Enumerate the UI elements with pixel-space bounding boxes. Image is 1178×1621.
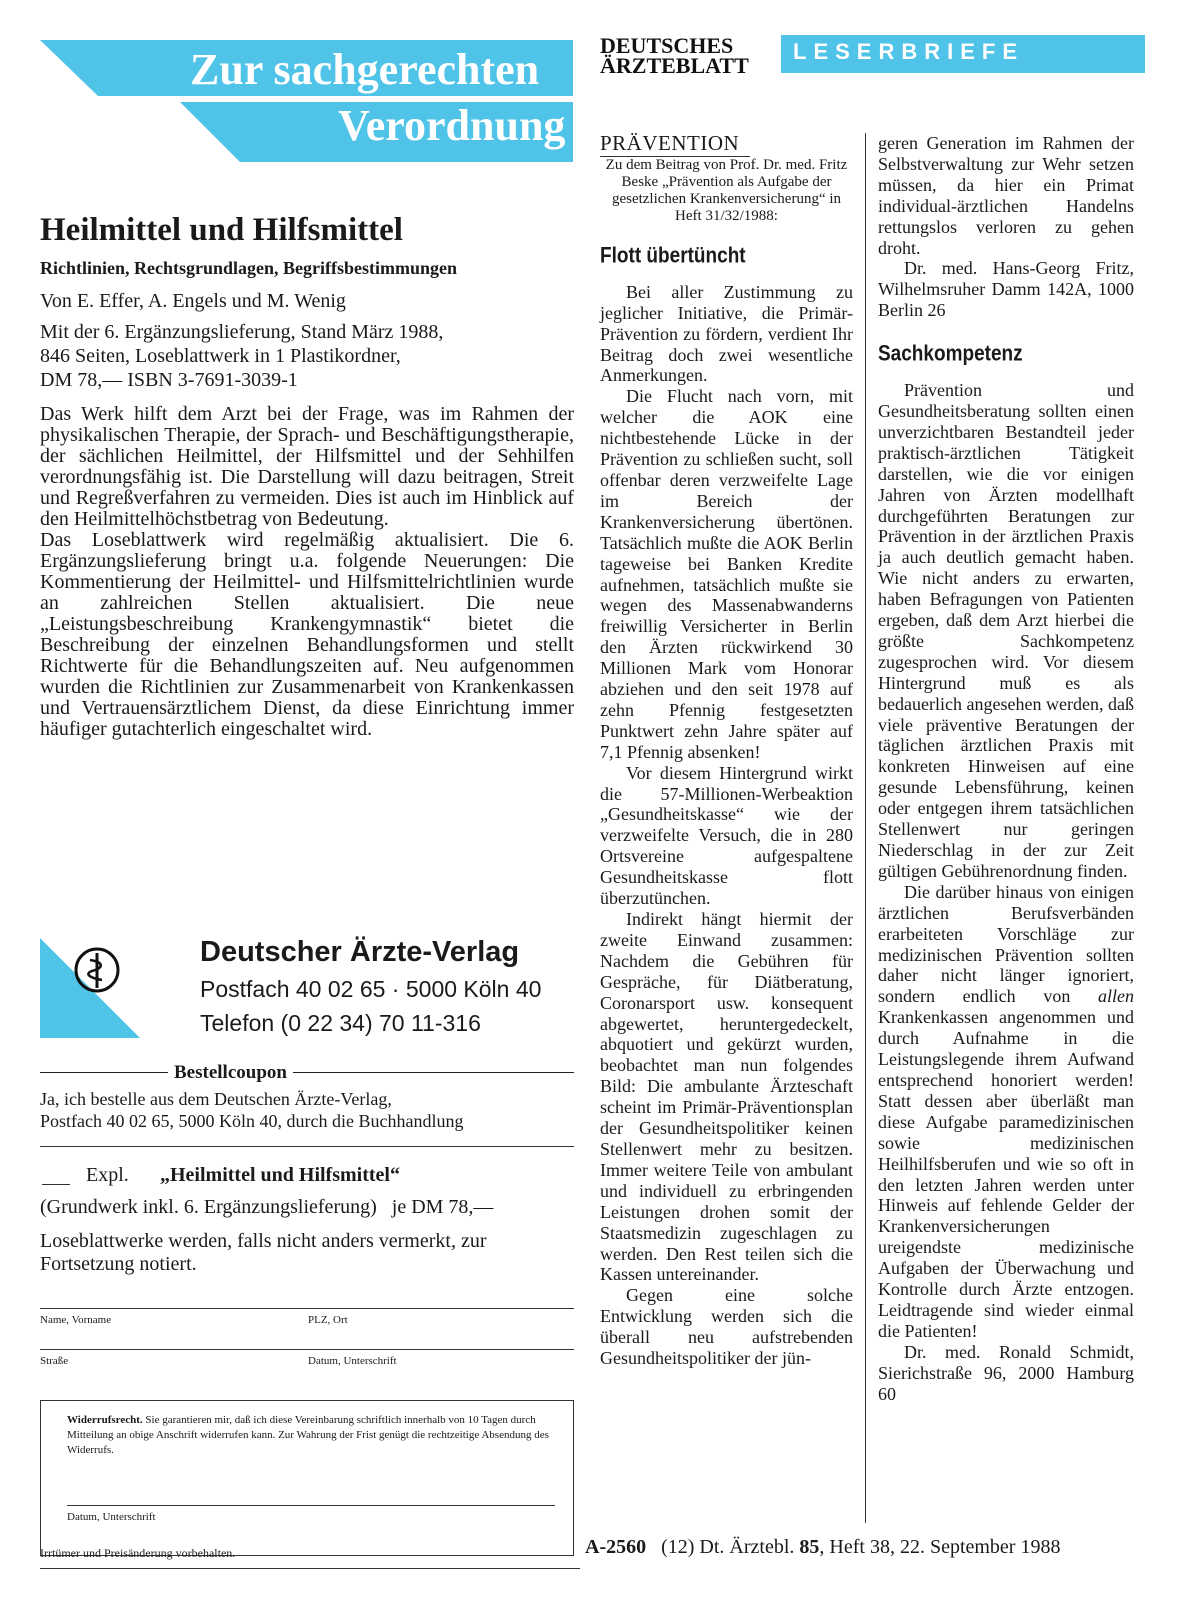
volume-number: 85 — [799, 1536, 820, 1558]
coupon-loose-note-line: Loseblattwerke werden, falls nicht anders vermerkt, zur — [40, 1230, 487, 1252]
book-authors: Von E. Effer, A. Engels und M. Wenig — [40, 290, 346, 312]
withdrawal-box — [40, 1400, 574, 1556]
aesculapius-staff-icon — [40, 938, 140, 1038]
masthead-line-1: DEUTSCHES — [600, 33, 734, 58]
withdrawal-signature-label: Datum, Unterschrift — [67, 1511, 156, 1523]
letter-2-signature: Dr. med. Ronald Schmidt, Sierichstraße 96, 2000 Hamburg 60 — [878, 1341, 1134, 1404]
coupon-quantity-row — [40, 1164, 574, 1190]
letter-1-signature: Dr. med. Hans-Georg Fritz, Wilhelmsruher Damm 142A, 1000 Berlin 26 — [878, 258, 1134, 321]
book-subtitle: Richtlinien, Rechtsgrundlagen, Begriffsbestimmungen — [40, 258, 458, 278]
expl-label: Expl. — [86, 1164, 129, 1186]
book-description-paragraph: Das Loseblattwerk wird regelmäßig aktualisiert. Die 6. Ergänzungslieferung bringt u.a. folgende Neuerungen: Die Kommentierung der Heilmittel- und Hilfsmittelrichtlinien wurde an zahlreichen Stellen aktualisiert. Die neue „Leistungsbeschreibung Krankengymnastik“ bietet die Beschreibung der einzelnen Behandlungsformen und stellt Richtwerte für die Behandlungszeiten auf. Neu aufgenommen wurden die Richtlinien zur Zusammenarbeit von Krankenkassen und Vertrauensärztlichem Dienst, da diese Einrichtung immer häufiger gutachterlich eingeschaltet wird. — [40, 529, 574, 740]
letter-2-text: Krankenkassen angenommen und durch Aufnahme in die Leistungslegende ihrem Aufwand entsprechend honoriert werden! Statt dessen aber überläßt man diese Aufgabe paramedizinischen sowie medizinischen Heilhilfsberufen und wie so oft in den letzten Jahren werden unter Hinweis auf fehlende Gelder der Krankenversicherungen ureigendste medizinische Aufgaben der Überwachung und Kontrolle durch Ärzte entzogen. Leidtragende sind wieder einmal die Patienten! — [878, 1007, 1134, 1341]
letters-intro: Zu dem Beitrag von Prof. Dr. med. Fritz Beske „Prävention als Aufgabe der gesetzlichen Krankenversicherung“ in Heft 31/32/1988: — [605, 156, 848, 224]
column-divider — [865, 133, 866, 1523]
letter-2-emphasis: allen — [1098, 986, 1134, 1007]
book-description-paragraph: Das Werk hilft dem Arzt bei der Frage, was im Rahmen der physikalischen Therapie, der Sprach- und Beschäftigungstherapie, der sächlichen Heilmittel, der Hilfsmittel und der Sehhilfen verordnungsfähig ist. Die Darstellung will dazu beitragen, Streit und Regreßverfahren zu vermeiden. Dies ist auch im Hinblick auf den Heilmittelhöchstbetrag von Bedeutung. — [40, 403, 574, 530]
book-description — [40, 404, 574, 740]
publisher-address: Postfach 40 02 65 · 5000 Köln 40 — [200, 976, 542, 1002]
withdrawal-bold: Widerrufsrecht. — [67, 1414, 143, 1426]
letter-1-paragraph: Indirekt hängt hiermit der zweite Einwand zusammen: Nachdem die Gebühren für Gespräche, für Diätberatung, Coronarsport usw. konsequent abgewertet, heruntergedeckelt, abquotiert und gekürzt wurden, beobachtet man nun folgendes Bild: Die ambulante Ärzteschaft scheint im Primär-Präventionsplan der Gesundheitspolitiker keinen Stellenwert mehr zu besitzen. Immer weitere Teile von ambulant und individuell zu erbringenden Leistungen drohen somit der Staatsmedizin zugeschlagen zu werden. Den Rest teilen sich die Kassen untereinander. — [600, 909, 853, 1285]
letters-topic: PRÄVENTION — [600, 131, 740, 155]
letter-1-paragraph-continued: geren Generation im Rahmen der Selbstverwaltung zur Wehr setzen müssen, da hier ein Primat individual-ärztlichen Handelns rettungslos verloren zu gehen droht. — [878, 133, 1134, 258]
withdrawal-signature-line[interactable] — [67, 1505, 555, 1506]
footer-rule — [40, 1568, 580, 1569]
letter-1-paragraph: Bei aller Zustimmung zu jeglicher Initiative, die Primär-Prävention zu fördern, verdient Ihr Beitrag doch zwei wesentliche Anmerkungen. — [600, 281, 853, 386]
issue-prefix: (12) Dt. Ärztebl. — [661, 1536, 795, 1558]
section-label: LESERBRIEFE — [793, 39, 1025, 64]
letter-2-heading: Sachkompetenz — [878, 342, 1023, 367]
letter-2-text: Die darüber hinaus von einigen ärztlichen Berufsverbänden erarbeiteten Vorschläge zur medizinischen Prävention sollten daher nicht länger ignoriert, sondern endlich von — [878, 881, 1134, 1007]
withdrawal-body: Sie garantieren mir, daß ich diese Vereinbarung schriftlich innerhalb von 10 Tagen durch Mitteilung an obige Anschrift widerrufen kann. Zur Wahrung der Frist genügt die rechtzeitige Absendung des Widerrufs. — [67, 1414, 549, 1456]
letter-2-paragraph — [878, 882, 1134, 1342]
coupon-heading-label: Bestellcoupon — [168, 1062, 293, 1084]
publisher-phone: Telefon (0 22 34) 70 11-316 — [200, 1010, 481, 1036]
letter-1-paragraph: Vor diesem Hintergrund wirkt die 57-Millionen-Werbeaktion „Gesundheitskasse“ wie der verzweifelte Versuch, die in 280 Ortsvereine aufgespaltene Gesundheitskasse flott überzutünchen. — [600, 762, 853, 909]
letter-2-paragraph: Prävention und Gesundheitsberatung sollten einen unverzichtbaren Bestandteil jeder praktisch-ärztlichen Tätigkeit darstellen, wie die vor einigen Jahren von Ärzten modellhaft durchgeführten Beratungen zur Prävention in der ärztlichen Praxis ja auch deutlich gemacht haben. Wie nicht anders zu erwarten, haben Befragungen von Patienten ergeben, daß dem Arzt hierbei die größte Sachkompetenz zugesprochen wird. Vor diesem Hintergrund muß es als bedauerlich angesehen werden, daß viele präventive Beratungen der täglichen ärztlichen Praxis mit konkreten Hinweisen auf eine gesunde Lebensführung, keinen oder entgegen ihrem tatsächlichen Stellenwert nur geringen Niederschlag in der zur Zeit gültigen Gebührenordnung finden. — [878, 380, 1134, 881]
field-label-street: Straße — [40, 1355, 69, 1367]
coupon-order-text — [40, 1088, 463, 1132]
banner-line-2: Verordnung — [338, 101, 566, 150]
coupon-price-line: (Grundwerk inkl. 6. Ergänzungslieferung) je DM 78,— — [40, 1196, 494, 1218]
coupon-order-line: Postfach 40 02 65, 5000 Köln 40, durch die Buchhandlung — [40, 1111, 464, 1131]
letter-1-heading: Flott übertüncht — [600, 243, 746, 268]
field-label-plz: PLZ, Ort — [308, 1314, 348, 1326]
book-detail-line: 846 Seiten, Loseblattwerk in 1 Plastikordner, — [40, 345, 401, 367]
coupon-heading-rule — [40, 1072, 574, 1073]
letter-1-paragraph: Die Flucht nach vorn, mit welcher die AOK eine nichtbestehende Lücke in der Prävention zu schließen sucht, soll offenbar deren verzweifelte Lage im Bereich der Krankenversicherung übertönen. Tatsächlich mußte die AOK Berlin tageweise bei Banken Kredite aufnehmen, tatsächlich mußte sie wegen des Massenabwanderns freiwillig Versicherter in Berlin den Ärzten rückwirkend 30 Millionen Mark vom Honorar abziehen und den seit 1978 auf zehn Pfennig festgesetzten Punktwert zehn Jahre später auf 7,1 Pfennig absenken! — [600, 386, 853, 762]
section-label-box — [781, 35, 1145, 73]
publisher-name: Deutscher Ärzte-Verlag — [200, 936, 520, 968]
quantity-field[interactable] — [42, 1184, 70, 1185]
issue-suffix: , Heft 38, 22. September 1988 — [819, 1536, 1061, 1558]
coupon-order-line: Ja, ich bestelle aus dem Deutschen Ärzte-Verlag, — [40, 1089, 392, 1109]
withdrawal-text — [67, 1413, 555, 1458]
letters-column-2 — [878, 133, 1134, 1404]
coupon-loose-note-line: Fortsetzung notiert. — [40, 1253, 197, 1275]
field-label-name: Name, Vorname — [40, 1314, 112, 1326]
divider — [40, 1146, 574, 1147]
name-input-line[interactable] — [40, 1308, 574, 1309]
footer-citation — [585, 1536, 1060, 1559]
footer-disclaimer: Irrtümer und Preisänderung vorbehalten. — [40, 1546, 236, 1560]
letters-column-1 — [600, 133, 853, 1369]
book-title: Heilmittel und Hilfsmittel — [40, 212, 403, 248]
book-details — [40, 320, 443, 392]
book-detail-line: Mit der 6. Ergänzungslieferung, Stand März 1988, — [40, 321, 444, 343]
coupon-heading — [40, 1062, 574, 1084]
book-detail-line: DM 78,— ISBN 3-7691-3039-1 — [40, 369, 298, 391]
street-input-line[interactable] — [40, 1349, 574, 1350]
letter-1-paragraph-start: Gegen eine solche Entwicklung werden sich die überall neu aufstrebenden Gesundheitspolitiker der jün- — [600, 1285, 853, 1369]
banner-line-1: Zur sachgerechten — [190, 45, 540, 94]
headline-banner — [40, 40, 573, 162]
field-label-date-signature: Datum, Unterschrift — [308, 1355, 397, 1367]
coupon-loose-note — [40, 1230, 486, 1276]
expl-title: „Heilmittel und Hilfsmittel“ — [160, 1164, 400, 1186]
page-number: A-2560 — [585, 1536, 647, 1558]
masthead-line-2: ÄRZTEBLATT — [600, 53, 749, 78]
masthead-logo — [600, 33, 760, 78]
